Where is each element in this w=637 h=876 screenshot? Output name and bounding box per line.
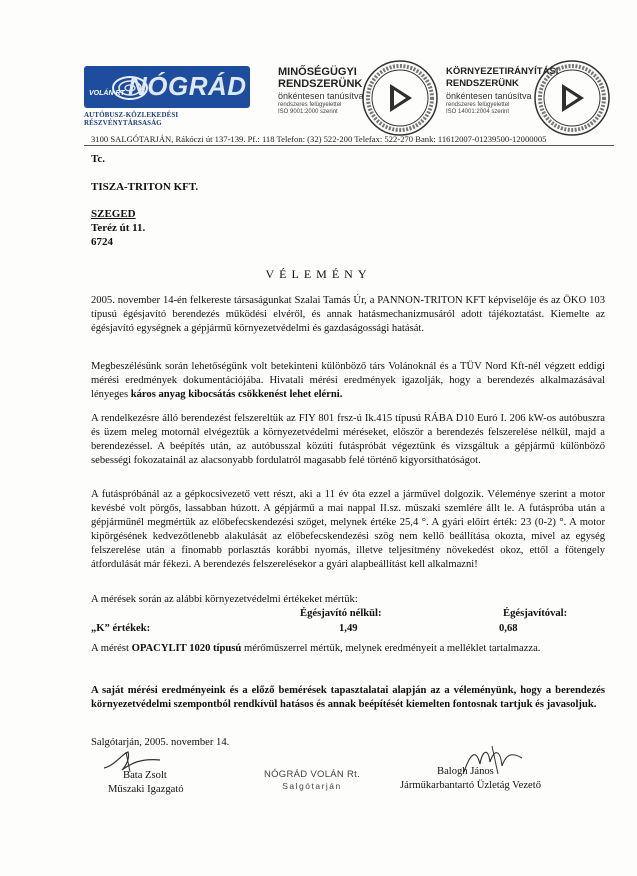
- paragraph-documentation-text: Megbeszélésünk során lehetőségünk volt betekinteni különböző társ Volánoknál és a TÜV Nord Kft-nél végzett eddigi mérési eredmények dokumentációjába. Hivatali mérési eredmények igazolják, hogy a berendezés alkalmazásával lényeges: [91, 361, 605, 400]
- header-divider: [84, 145, 614, 146]
- paragraph-test-drive: A futáspróbánál az a gépkocsivezető vett részt, aki a 11 év óta ezzel a járművel dolgozik. Véleménye szerint a motor kevésbé volt pörgős, lassabban húzott. A gépjármű a mai nappal II.sz. műszaki szemlére állt le. A futáspróba után a gépjárműnél megmértük az előbefecskendezési szöget, melynek értéke 25,4 °. A gyári előírt érték: 23 (0-2) °. A motor kipörgésének kedvezőtlenebb alakulását az előbefecskendezési szög nem kellő beállítása okozta, mivel az egység felszerelése után a finomabb porlasztás korábbi nyomás, illetve teljesítmény növekedést okoz, ettől a főtengely átfordulását már fékezi. A berendezés felszerelésekor a gyári alapbeállítást kell alkalmazni!: [91, 489, 605, 570]
- recipient-city: SZEGED: [91, 208, 136, 220]
- cert2-line1: KÖRNYEZETIRÁNYÍTÁSI: [446, 66, 559, 77]
- paragraph-instrument-text1: A mérést: [91, 643, 132, 654]
- measurement-header-without: Égésjavító nélkül:: [300, 608, 382, 619]
- cert1-line5: ISO 9001:2000 szerint: [278, 109, 338, 115]
- document-title: VÉLEMÉNY: [265, 267, 372, 281]
- stamp-line2: Salgótarján: [282, 781, 342, 791]
- company-address: 3100 SALGÓTARJÁN, Rákóczi út 137-139. Pf.: 118 Telefon: (32) 522-200 Telefax: 522-270 Bank: 11612007-01239500-12000005: [91, 134, 547, 144]
- iso-9001-seal-icon: [360, 58, 440, 138]
- paragraph-instrument-device: OPACYLIT 1020 típusú: [131, 643, 242, 654]
- paragraph-documentation-emphasis: káros anyag kibocsátás csökkenést lehet elérni.: [130, 389, 343, 400]
- recipient-company: TISZA-TRITON KFT.: [91, 181, 199, 193]
- cert2-line2: RENDSZERÜNK: [446, 78, 519, 89]
- measurement-value-without: 1,49: [339, 623, 358, 634]
- recipient-zip: 6724: [91, 236, 113, 248]
- signer2-title: Járműkarbantartó Üzletág Vezető: [400, 780, 541, 791]
- iso-14001-seal-icon: [532, 58, 612, 138]
- logo-small-text: VOLÁN RT: [89, 90, 125, 97]
- paragraph-instrument: [91, 642, 605, 656]
- paragraph-installation: A rendelkezésre álló berendezést felszereltük az FIY 801 frsz-ú Ik.415 típusú RÁBA D10 Euró I. 206 kW-os autóbuszra és üzem meleg motornál elvégeztük a környezetvédelmi méréseket, először a berendezés felszerelése nélkül, majd a berendezéssel. A beépítés után, az autóbusszal közúti futáspróbát végeztünk és vizsgáltuk a gépjármű különböző sebességi fokozatainál az alacsonyabb fordulatról magasabb felé történő kigyorsíthatóságot.: [91, 413, 605, 466]
- logo-brand-text: NÓGRÁD: [128, 71, 247, 101]
- stamp-line1: NÓGRÁD VOLÁN Rt.: [263, 769, 361, 780]
- signer2-name: Balogh János: [437, 766, 494, 777]
- measurement-header-with: Égésjavítóval:: [503, 608, 568, 619]
- paragraph-documentation: [91, 360, 605, 402]
- cert2-line4: rendszeres felügyelettel: [446, 102, 510, 108]
- cert2-line3: önkéntesen tanúsítva: [446, 91, 532, 101]
- measurement-value-with: 0,68: [499, 623, 518, 634]
- signer1-name: Bata Zsolt: [123, 770, 167, 781]
- paragraph-conclusion: A saját mérési eredményeink és a előző bemérések tapasztalatai alapján az a véleményünk, hogy a berendezés környezetvédelmi szempontból rendkívül hatásos és annak beépítését kiemelten fontosnak tartjuk és javasoljuk.: [91, 685, 605, 710]
- cert1-line4: rendszeres felügyelettel: [278, 102, 342, 108]
- cert1-line3: önkéntesen tanúsítva: [278, 91, 364, 101]
- company-logo: [84, 66, 250, 108]
- measurement-row-label: „K” értékek:: [91, 623, 151, 634]
- company-stamp: [257, 769, 367, 791]
- cert1-line2: RENDSZERÜNK: [278, 78, 363, 90]
- paragraph-instrument-text2: mérőműszerrel mértük, melynek eredményeit a melléklet tartalmazza.: [241, 643, 541, 654]
- salutation: Tc.: [91, 153, 105, 165]
- environment-cert-block: [446, 66, 559, 116]
- cert1-line1: MINŐSÉGÜGYI: [278, 66, 357, 78]
- recipient-street: Teréz út 11.: [91, 222, 146, 234]
- signer1-title: Műszaki Igazgató: [108, 784, 184, 795]
- logo-subtitle: AUTÓBUSZ-KÖZLEKEDÉSI RÉSZVÉNYTÁRSASÁG: [84, 111, 179, 127]
- paragraph-intro: 2005. november 14-én felkereste társaságunkat Szalai Tamás Úr, a PANNON-TRITON KFT képviselője és az ÖKO 103 típusú égésjavító berendezés működési elvéről, és annak hatásmechanizmusáról adott tájékoztatást. Kiemelte az égésjavító egységnek a gépjármű környezetvédelmi és gazdaságossági hatását.: [91, 295, 605, 334]
- closing-date: Salgótarján, 2005. november 14.: [91, 737, 230, 748]
- cert2-line5: ISO 14001:2004 szerint: [446, 109, 510, 115]
- paragraph-measurement-intro: A mérések során az alábbi környezetvédelmi értékeket mértük:: [91, 594, 358, 605]
